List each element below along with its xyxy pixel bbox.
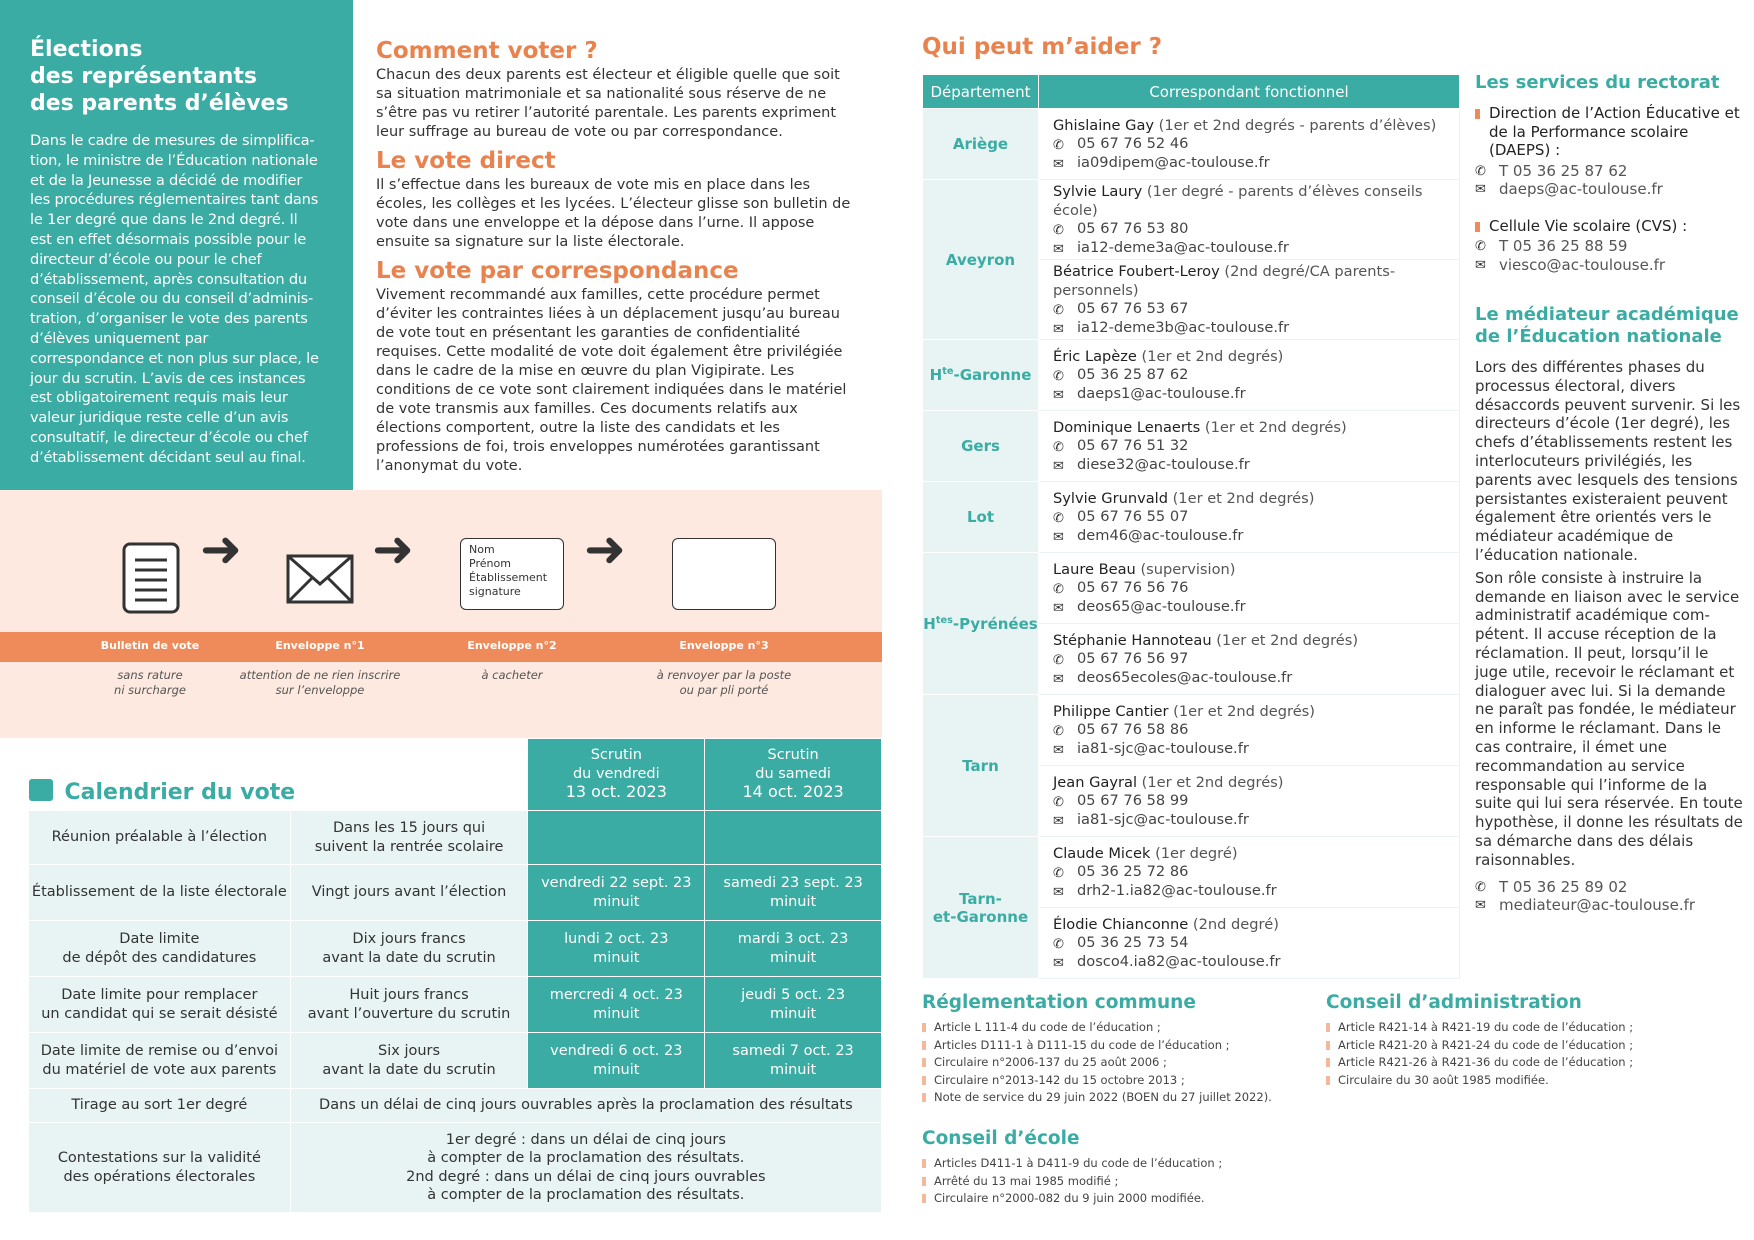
intro-title: Élections des représentants des parents d’élèves — [30, 37, 289, 116]
calendar-row-date: mercredi 4 oct. 23 minuit — [528, 977, 705, 1033]
dep-hautes-pyrenees: $H^{tes}$-Pyrénées — [923, 553, 1039, 695]
vote-steps — [0, 490, 882, 738]
phone-icon: ✆ — [1053, 138, 1064, 154]
phone-icon: ✆ — [1475, 879, 1486, 895]
mail-icon: ✉ — [1053, 387, 1064, 403]
calendar-row-date: samedi 23 sept. 23 minuit — [705, 865, 882, 921]
calendar-row — [29, 921, 882, 977]
regl-item: Circulaire n°2013-142 du 15 octobre 2013 ; — [922, 1072, 1322, 1090]
ecole-item: Articles D411-1 à D411-9 du code de l’éducation ; — [922, 1155, 1322, 1173]
calendar-title-cell — [29, 739, 528, 811]
howto-title: Comment voter ? — [376, 38, 598, 64]
arrow-icon: ➜ — [200, 520, 242, 578]
conseil-administration — [1326, 992, 1726, 1089]
calendar-row-date — [528, 811, 705, 865]
mediator-text-1: Lors des différentes phases du processus électoral, divers désaccords peuvent survenir. Si les directeurs d’école (1er degré), les chefs d’établissements restent les interlocuteurs privilégiés, les parents avec lesquels des tensions persistantes existeraient peuvent également être orientés vers le médiateur académique de l’éducation nationale. — [1475, 358, 1741, 564]
contact-email[interactable]: ia12-deme3b@ac-toulouse.fr — [1077, 318, 1290, 336]
dep-haute-garonne: $H^{te}$-Garonne — [923, 340, 1039, 411]
mail-icon: ✉ — [1475, 182, 1486, 197]
calendar-row-date: jeudi 5 oct. 23 minuit — [705, 977, 882, 1033]
calendar-row-delay: Dans les 15 jours qui suivent la rentrée scolaire — [290, 811, 528, 865]
phone-icon: ✆ — [1053, 653, 1064, 669]
contact-cell: Laure Beau (supervision) ✆ 05 67 76 56 76 ✉ deos65@ac-toulouse.fr — [1039, 553, 1460, 624]
mediator-text-2: Son rôle consiste à instruire la demande en liaison avec le service administratif académique compétent. Il accuse réception de la réclamation. Il peut, lorsqu’il le juge utile, recevoir le réclamant et dialoguer avec lui. Si la demande ne paraît pas fondée, le médiateur en informe le réclamant. Dans le cas contraire, il émet une recommandation au service responsable qui l’informe de la suite qui lui sera réservée. En toute hypothèse, il donne les résultats de sa démarche dans des délais raisonnables. — [1475, 568, 1743, 869]
step-note: à renvoyer par la poste ou par pli porté — [656, 668, 792, 697]
calendar-icon — [29, 779, 53, 801]
service-daeps: Direction de l’Action Éducative et de la Performance scolaire (DAEPS) : — [1475, 104, 1745, 160]
calendar-row — [29, 977, 882, 1033]
scrutin-friday-header: Scrutin du vendredi 13 oct. 2023 — [528, 739, 705, 811]
calendar-row-label: Tirage au sort 1er degré — [29, 1089, 291, 1123]
dep-lot: Lot — [923, 482, 1039, 553]
mail-icon: ✉ — [1053, 458, 1064, 474]
ecole-title: Conseil d’école — [922, 1128, 1080, 1149]
calendar-row-date: vendredi 22 sept. 23 minuit — [528, 865, 705, 921]
admin-item: Article R421-26 à R421-36 du code de l’éducation ; — [1326, 1054, 1726, 1072]
mail-icon: ✉ — [1053, 955, 1064, 971]
scrutin-saturday-header: Scrutin du samedi 14 oct. 2023 — [705, 739, 882, 811]
calendar-row-delay: Dans un délai de cinq jours ouvrables après la proclamation des résultats — [290, 1089, 881, 1123]
envelope-3-box — [672, 538, 776, 610]
mail-icon: ✉ — [1475, 898, 1486, 914]
admin-title: Conseil d’administration — [1326, 992, 1582, 1013]
step-label: Enveloppe n°1 — [275, 639, 365, 652]
contact-email[interactable]: diese32@ac-toulouse.fr — [1077, 455, 1250, 473]
calendar-title: Calendrier du vote — [64, 779, 296, 805]
mail-icon: ✉ — [1053, 813, 1064, 829]
calendar-row — [29, 865, 882, 921]
col-departement: Département — [923, 75, 1039, 109]
phone-icon: ✆ — [1053, 724, 1064, 740]
mail-icon: ✉ — [1053, 156, 1064, 172]
arrow-icon: ➜ — [584, 520, 626, 578]
step-label: Enveloppe n°2 — [467, 639, 557, 652]
regl-item: Circulaire n°2006-137 du 25 août 2006 ; — [922, 1054, 1322, 1072]
dep-aveyron: Aveyron — [923, 180, 1039, 340]
step-label: Bulletin de vote — [100, 639, 200, 652]
contact-cell: Claude Micek (1er degré) ✆ 05 36 25 72 86 ✉ drh2-1.ia82@ac-toulouse.fr — [1039, 837, 1460, 908]
envelope-icon — [286, 554, 354, 608]
ballot-icon — [122, 542, 180, 618]
contact-cell: Élodie Chianconne (2nd degré) ✆ 05 36 25 73 54 ✉ dosco4.ia82@ac-toulouse.fr — [1039, 908, 1460, 979]
phone-icon: ✆ — [1053, 582, 1064, 598]
ecole-item: Circulaire n°2000-082 du 9 juin 2000 modifiée. — [922, 1190, 1322, 1208]
calendar-row-delay: Vingt jours avant l’élection — [290, 865, 528, 921]
phone-icon: ✆ — [1053, 440, 1064, 456]
calendar-row-label: Date limite de remise ou d’envoi du matériel de vote aux parents — [29, 1033, 291, 1089]
phone-icon: ✆ — [1053, 937, 1064, 953]
calendar-row-date: vendredi 6 oct. 23 minuit — [528, 1033, 705, 1089]
phone-icon: ✆ — [1053, 795, 1064, 811]
calendar-row-date: samedi 7 oct. 23 minuit — [705, 1033, 882, 1089]
contact-cell: Philippe Cantier (1er et 2nd degrés) ✆ 05 67 76 58 86 ✉ ia81-sjc@ac-toulouse.fr — [1039, 695, 1460, 766]
calendar-row — [29, 1123, 882, 1213]
help-title: Qui peut m’aider ? — [922, 34, 1163, 60]
mail-icon: ✉ — [1053, 600, 1064, 616]
regl-item: Article L 111-4 du code de l’éducation ; — [922, 1019, 1322, 1037]
calendar-table — [28, 738, 882, 1213]
step-note: attention de ne rien inscrire sur l’enveloppe — [239, 668, 401, 697]
intro-box — [0, 0, 353, 490]
contact-email[interactable]: deos65@ac-toulouse.fr — [1077, 597, 1246, 615]
dep-tarn: Tarn — [923, 695, 1039, 837]
contact-email[interactable]: ia09dipem@ac-toulouse.fr — [1077, 153, 1270, 171]
calendar-row-label: Date limite de dépôt des candidatures — [29, 921, 291, 977]
phone-icon: ✆ — [1053, 223, 1064, 238]
contact-email[interactable]: ia12-deme3a@ac-toulouse.fr — [1077, 238, 1289, 256]
admin-item: Circulaire du 30 août 1985 modifiée. — [1326, 1072, 1726, 1090]
contact-email[interactable]: drh2-1.ia82@ac-toulouse.fr — [1077, 881, 1277, 899]
mail-icon: ✉ — [1053, 742, 1064, 758]
contact-email[interactable]: ia81-sjc@ac-toulouse.fr — [1077, 739, 1249, 757]
regl-item: Note de service du 29 juin 2022 (BOEN du 27 juillet 2022). — [922, 1089, 1322, 1107]
howto-section — [376, 36, 854, 480]
contact-cell: Jean Gayral (1er et 2nd degrés) ✆ 05 67 76 58 99 ✉ ia81-sjc@ac-toulouse.fr — [1039, 766, 1460, 837]
right-column: Les services du rectorat Direction de l’Action Éducative et de la Performance scolaire (DAEPS) : ✆ T 05 36 25 87 62 ✉ daeps@ac-toulouse.fr Cellule Vie scolaire (CVS) : ✆ T 05 36 25 88 59 ✉ viesco@ac-toulouse.fr Le médiateur académique de l’Éducation nationale Lors des différentes phases du processus électoral, divers désaccords peuvent survenir. Si les directeurs d’école (1er degré), les chefs d’établissements restent les interlocuteurs privilégiés, les parents avec lesquels des tensions persistantes existeraient peuvent également être orientés vers le médiateur académique de l’éducation nationale. Son rôle consiste à instruire la demande en liaison avec le service administratif académique compétent. Il accuse réception de la réclamation. Il peut, lorsqu’il le juge utile, recevoir le réclamant et dialoguer avec lui. Si la demande ne paraît pas fondée, le médiateur en informe le réclamant. Dans le cas contraire, il émet une recommandation au service responsable qui l’informe de la suite qui lui sera réservée. En toute hypothèse, il donne les résultats de sa démarche dans des délais raisonnables. ✆ T 05 36 25 89 02 ✉ mediateur@ac-toulouse.fr — [1475, 72, 1745, 915]
dep-ariege: Ariège — [923, 109, 1039, 180]
mail-vote-text: Vivement recommandé aux familles, cette procédure permet d’éviter les contraintes liées à un déplacement jusqu’au bureau de vote tout en présentant les garanties de confidentialité requises. Cette modalité de vote doit également être privilégiée dans le cadre de la mise en œuvre du plan Vigipirate. Les conditions de ce vote sont clairement indiquées dans le matériel de vote transmis aux familles. Ces documents relatifs aux élections comportent, outre la liste des candidats et les professions de foi, trois enveloppes numérotées garantissant l’anonymat du vote. — [376, 287, 847, 474]
calendar-row-date: lundi 2 oct. 23 minuit — [528, 921, 705, 977]
reglementation-commune — [922, 992, 1322, 1107]
phone-icon: ✆ — [1475, 163, 1486, 179]
step-note: sans rature ni surcharge — [114, 668, 186, 697]
calendar-row-label: Contestations sur la validité des opérations électorales — [29, 1123, 291, 1213]
intro-text: Dans le cadre de mesures de simplification, le ministre de l’Éducation nationale et de la Jeunesse a décidé de modifier les procédures réglementaires tant dans le 1er degré que dans le 2nd degré. Il est en effet désormais possible pour le directeur d’école ou pour le chef d’établissement, après consultation du conseil d’école ou du conseil d’administration, d’organiser le vote des parents d’élèves uniquement par correspondance et non plus sur place, le jour du scrutin. L’avis de ces instances est obligatoirement requis mais leur valeur juridique reste celle d’un avis consultatif, le directeur d’école ou chef d’établissement décidant seul au final. — [30, 132, 319, 466]
calendar-row-label: Établissement de la liste électorale — [29, 865, 291, 921]
direct-vote-text: Il s’effectue dans les bureaux de vote mis en place dans les écoles, les collèges et les lycées. L’électeur glisse son bulletin de vote dans une enveloppe et la dépose dans l’urne. Il appose ensuite sa signature sur la liste électorale. — [376, 177, 851, 250]
envelope-2-box: Nom Prénom Établissement signature — [460, 538, 564, 610]
contact-email[interactable]: dem46@ac-toulouse.fr — [1077, 526, 1244, 544]
contact-email[interactable]: dosco4.ia82@ac-toulouse.fr — [1077, 952, 1281, 970]
calendar-row-label: Réunion préalable à l’élection — [29, 811, 291, 865]
phone-icon: ✆ — [1475, 239, 1486, 254]
mail-icon: ✉ — [1053, 321, 1064, 337]
mail-icon: ✉ — [1053, 671, 1064, 687]
calendar-row-label: Date limite pour remplacer un candidat qui se serait désisté — [29, 977, 291, 1033]
calendar-row-date — [705, 811, 882, 865]
ecole-item: Arrêté du 13 mai 1985 modifié ; — [922, 1173, 1322, 1191]
contact-cell: Stéphanie Hannoteau (1er et 2nd degrés) ✆ 05 67 76 56 97 ✉ deos65ecoles@ac-toulouse.fr — [1039, 624, 1460, 695]
calendar-row-delay: Huit jours francs avant l’ouverture du scrutin — [290, 977, 528, 1033]
contact-cell: Sylvie Grunvald (1er et 2nd degrés) ✆ 05 67 76 55 07 ✉ dem46@ac-toulouse.fr — [1039, 482, 1460, 553]
conseil-ecole — [922, 1128, 1322, 1208]
direct-vote-title: Le vote direct — [376, 148, 556, 174]
mediator-email[interactable]: mediateur@ac-toulouse.fr — [1499, 896, 1696, 915]
step-label: Enveloppe n°3 — [679, 639, 769, 652]
calendar-row — [29, 1033, 882, 1089]
regl-item: Articles D111-1 à D111-15 du code de l’éducation ; — [922, 1037, 1322, 1055]
admin-item: Article R421-14 à R421-19 du code de l’éducation ; — [1326, 1019, 1726, 1037]
phone-icon: ✆ — [1053, 369, 1064, 385]
mail-icon: ✉ — [1475, 257, 1486, 273]
mail-icon: ✉ — [1053, 241, 1064, 257]
contact-email[interactable]: ia81-sjc@ac-toulouse.fr — [1077, 810, 1249, 828]
arrow-icon: ➜ — [372, 520, 414, 578]
regl-title: Réglementation commune — [922, 992, 1196, 1013]
calendar-row-date: mardi 3 oct. 23 minuit — [705, 921, 882, 977]
daeps-email[interactable]: daeps@ac-toulouse.fr — [1499, 180, 1663, 198]
col-correspondant: Correspondant fonctionnel — [1039, 75, 1460, 109]
mail-icon: ✉ — [1053, 884, 1064, 900]
cvs-email[interactable]: viesco@ac-toulouse.fr — [1499, 255, 1666, 274]
contact-cell: Éric Lapèze (1er et 2nd degrés) ✆ 05 36 25 87 62 ✉ daeps1@ac-toulouse.fr — [1039, 340, 1460, 411]
contact-cell: Dominique Lenaerts (1er et 2nd degrés) ✆ 05 67 76 51 32 ✉ diese32@ac-toulouse.fr — [1039, 411, 1460, 482]
mediator-title: Le médiateur académique de l’Éducation nationale — [1475, 304, 1739, 347]
contacts-table — [922, 74, 1460, 979]
contact-email[interactable]: deos65ecoles@ac-toulouse.fr — [1077, 668, 1293, 686]
calendar-row — [29, 1089, 882, 1123]
calendar-row-delay: 1er degré : dans un délai de cinq jours à compter de la proclamation des résultats. 2nd degré : dans un délai de cinq jours ouvrables à compter de la proclamation des résultats. — [290, 1123, 881, 1213]
calendar-row — [29, 811, 882, 865]
mail-vote-title: Le vote par correspondance — [376, 258, 739, 284]
admin-item: Article R421-20 à R421-24 du code de l’éducation ; — [1326, 1037, 1726, 1055]
step-note: à cacheter — [481, 668, 543, 682]
mail-icon: ✉ — [1053, 529, 1064, 545]
howto-text: Chacun des deux parents est électeur et éligible quelle que soit sa situation matrimoniale et sa nationalité sous réserve de ne s’être pas vu retirer l’autorité parentale. Les parents expriment leur suffrage au bureau de vote ou par correspondance. — [376, 67, 840, 140]
phone-icon: ✆ — [1053, 866, 1064, 882]
contact-cell: Ghislaine Gay (1er et 2nd degrés - parents d’élèves) ✆ 05 67 76 52 46 ✉ ia09dipem@ac-toulouse.fr — [1039, 109, 1460, 180]
dep-gers: Gers — [923, 411, 1039, 482]
service-cvs: Cellule Vie scolaire (CVS) : — [1475, 217, 1745, 236]
contact-email[interactable]: daeps1@ac-toulouse.fr — [1077, 384, 1246, 402]
phone-icon: ✆ — [1053, 303, 1064, 318]
phone-icon: ✆ — [1053, 511, 1064, 527]
rectorat-title: Les services du rectorat — [1475, 72, 1720, 93]
contact-cell: Béatrice Foubert-Leroy (2nd degré/CA parents-personnels) ✆ 05 67 76 53 67 ✉ ia12-deme3b@ac-toulouse.fr — [1039, 260, 1460, 340]
calendar-row-delay: Dix jours francs avant la date du scrutin — [290, 921, 528, 977]
contact-cell: Sylvie Laury (1er degré - parents d’élèves conseils école) ✆ 05 67 76 53 80 ✉ ia12-deme3a@ac-toulouse.fr — [1039, 180, 1460, 260]
calendar-row-delay: Six jours avant la date du scrutin — [290, 1033, 528, 1089]
dep-tarn-et-garonne: Tarn- et-Garonne — [923, 837, 1039, 979]
